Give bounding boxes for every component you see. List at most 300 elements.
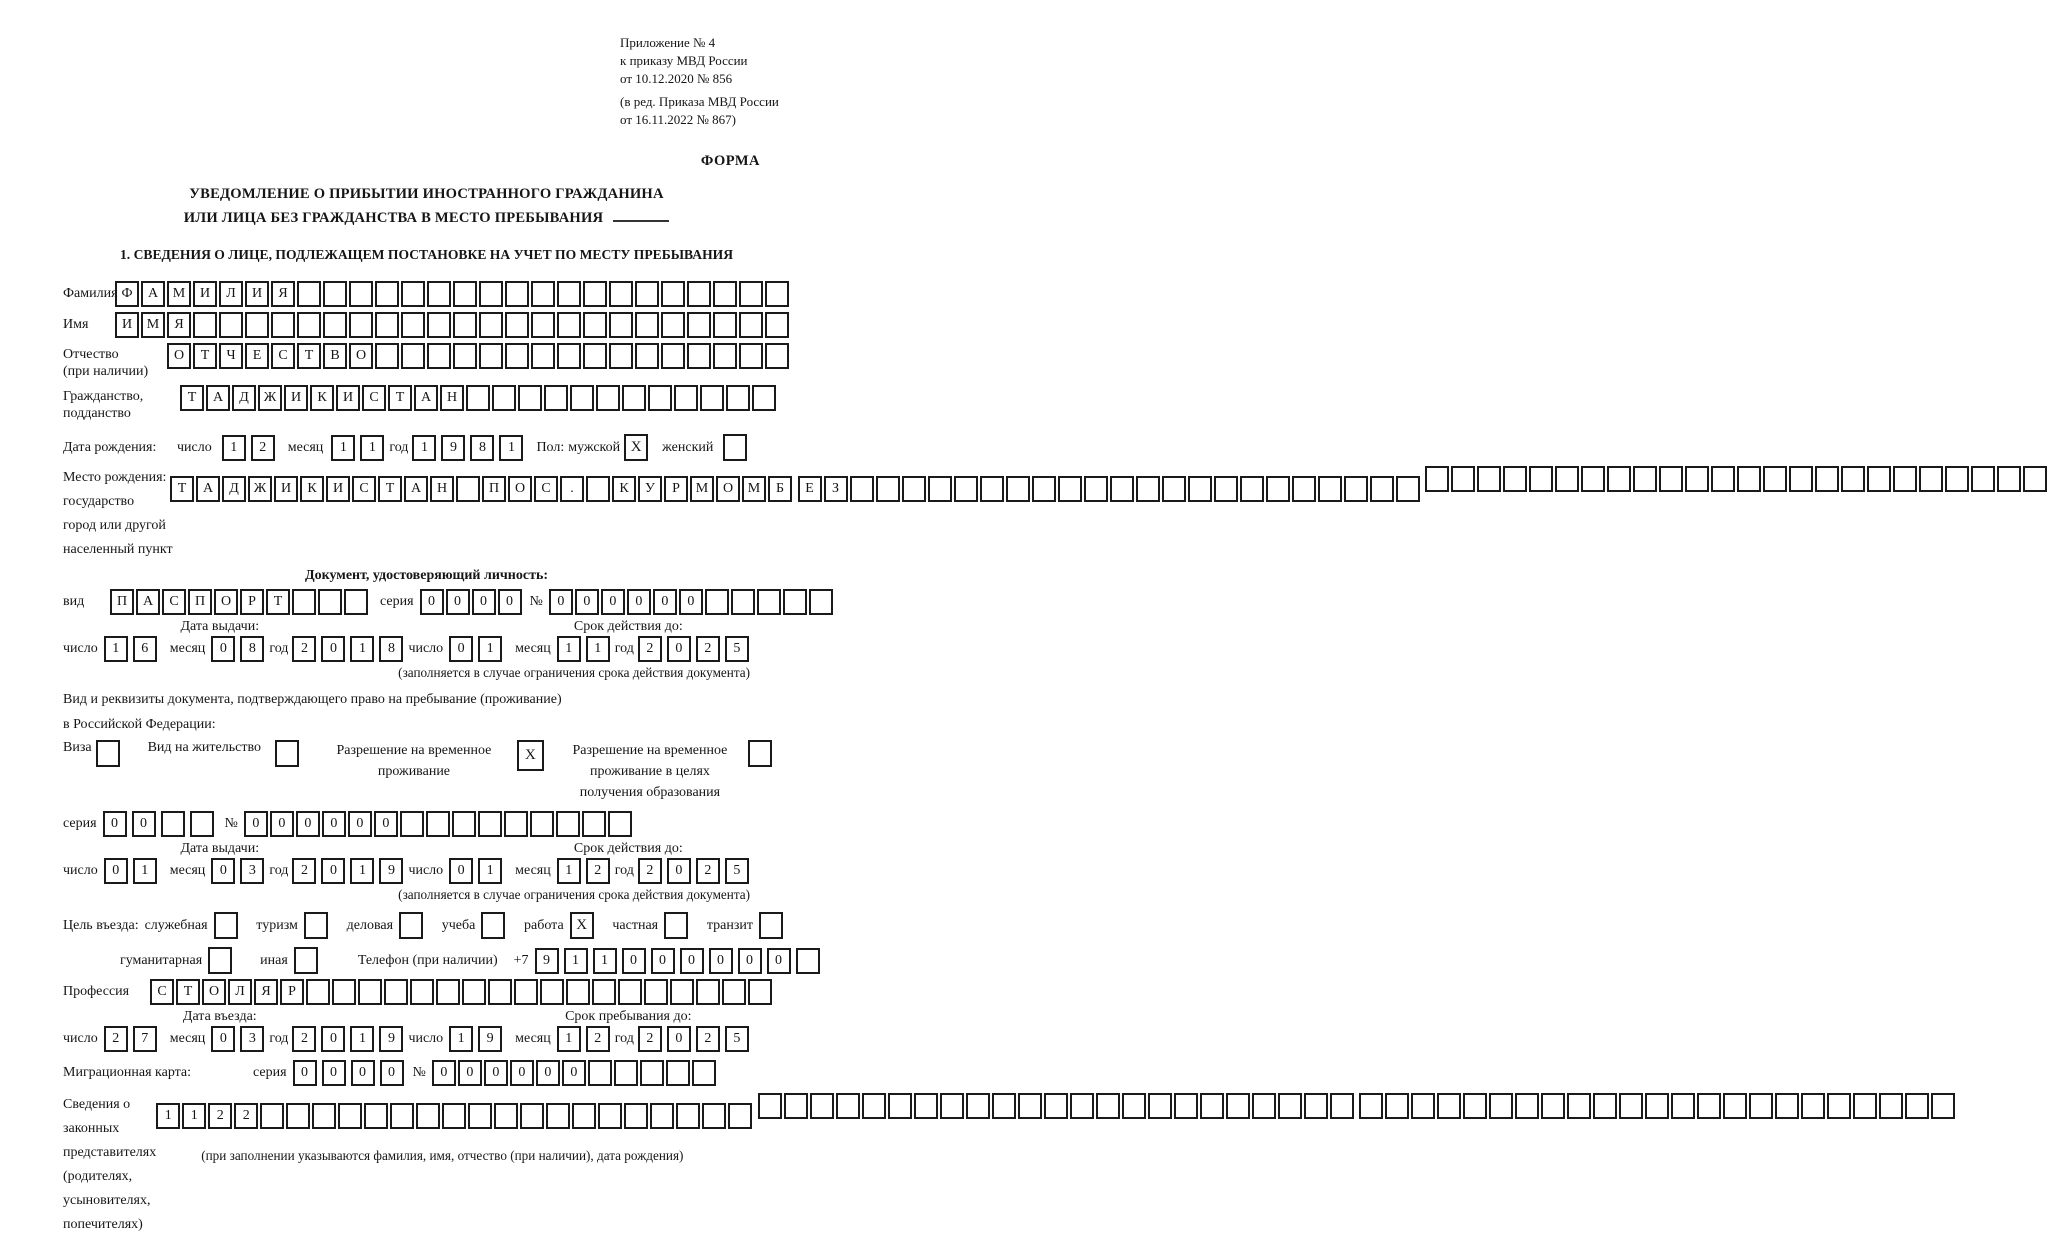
private-checkbox[interactable] <box>664 912 688 939</box>
char-box[interactable]: 0 <box>667 858 691 884</box>
char-box[interactable]: Ж <box>258 385 282 411</box>
char-box[interactable] <box>1971 466 1995 492</box>
char-box[interactable] <box>427 343 451 369</box>
char-box[interactable] <box>401 281 425 307</box>
char-box[interactable] <box>426 811 450 837</box>
char-box[interactable]: 1 <box>499 435 523 461</box>
char-box[interactable]: 0 <box>348 811 372 837</box>
char-box[interactable] <box>810 1093 834 1119</box>
char-box[interactable] <box>1385 1093 1409 1119</box>
char-box[interactable] <box>1411 1093 1435 1119</box>
char-box[interactable]: Р <box>280 979 304 1005</box>
char-box[interactable]: К <box>310 385 334 411</box>
char-box[interactable]: Д <box>232 385 256 411</box>
char-box[interactable]: Я <box>167 312 191 338</box>
char-box[interactable] <box>1593 1093 1617 1119</box>
char-box[interactable]: 0 <box>449 858 473 884</box>
char-box[interactable]: 0 <box>680 948 704 974</box>
char-box[interactable]: 1 <box>478 858 502 884</box>
char-box[interactable]: Я <box>271 281 295 307</box>
char-box[interactable]: 0 <box>679 589 703 615</box>
char-box[interactable]: Ч <box>219 343 243 369</box>
char-box[interactable]: Т <box>266 589 290 615</box>
char-box[interactable] <box>670 979 694 1005</box>
char-box[interactable] <box>583 281 607 307</box>
char-box[interactable]: П <box>188 589 212 615</box>
char-box[interactable]: Л <box>228 979 252 1005</box>
char-box[interactable]: 1 <box>557 1026 581 1052</box>
char-box[interactable]: К <box>300 476 324 502</box>
char-box[interactable] <box>1122 1093 1146 1119</box>
char-box[interactable]: 0 <box>321 1026 345 1052</box>
char-box[interactable]: 0 <box>458 1060 482 1086</box>
char-box[interactable] <box>914 1093 938 1119</box>
official-checkbox[interactable] <box>214 912 238 939</box>
char-box[interactable] <box>349 281 373 307</box>
char-box[interactable] <box>492 385 516 411</box>
char-box[interactable] <box>1931 1093 1955 1119</box>
char-box[interactable] <box>442 1103 466 1129</box>
char-box[interactable] <box>1451 466 1475 492</box>
char-box[interactable] <box>1304 1093 1328 1119</box>
char-box[interactable]: В <box>323 343 347 369</box>
char-box[interactable] <box>453 312 477 338</box>
char-box[interactable]: 9 <box>379 858 403 884</box>
char-box[interactable] <box>390 1103 414 1129</box>
char-box[interactable] <box>586 476 610 502</box>
char-box[interactable] <box>1841 466 1865 492</box>
char-box[interactable] <box>323 312 347 338</box>
char-box[interactable] <box>505 281 529 307</box>
char-box[interactable] <box>992 1093 1016 1119</box>
char-box[interactable] <box>588 1060 612 1086</box>
char-box[interactable]: 3 <box>240 1026 264 1052</box>
char-box[interactable]: 0 <box>601 589 625 615</box>
char-box[interactable]: К <box>612 476 636 502</box>
char-box[interactable]: 0 <box>380 1060 404 1086</box>
char-box[interactable] <box>661 343 685 369</box>
char-box[interactable] <box>648 385 672 411</box>
char-box[interactable] <box>731 589 755 615</box>
char-box[interactable]: А <box>141 281 165 307</box>
char-box[interactable] <box>609 343 633 369</box>
char-box[interactable]: 2 <box>586 1026 610 1052</box>
char-box[interactable] <box>596 385 620 411</box>
char-box[interactable] <box>748 979 772 1005</box>
char-box[interactable]: 0 <box>374 811 398 837</box>
char-box[interactable] <box>702 1103 726 1129</box>
char-box[interactable] <box>286 1103 310 1129</box>
char-box[interactable] <box>358 979 382 1005</box>
char-box[interactable]: 0 <box>296 811 320 837</box>
char-box[interactable]: 0 <box>562 1060 586 1086</box>
char-box[interactable]: 9 <box>441 435 465 461</box>
char-box[interactable] <box>452 811 476 837</box>
char-box[interactable]: 9 <box>535 948 559 974</box>
char-box[interactable] <box>940 1093 964 1119</box>
char-box[interactable] <box>260 1103 284 1129</box>
char-box[interactable]: 5 <box>725 858 749 884</box>
char-box[interactable] <box>557 312 581 338</box>
char-box[interactable]: Т <box>388 385 412 411</box>
char-box[interactable]: 1 <box>350 858 374 884</box>
female-checkbox[interactable] <box>723 434 747 461</box>
char-box[interactable]: 7 <box>133 1026 157 1052</box>
char-box[interactable] <box>1853 1093 1877 1119</box>
char-box[interactable] <box>375 281 399 307</box>
char-box[interactable] <box>245 312 269 338</box>
temp-residence-checkbox[interactable]: X <box>517 740 544 771</box>
char-box[interactable]: 2 <box>208 1103 232 1129</box>
char-box[interactable] <box>193 312 217 338</box>
char-box[interactable] <box>692 1060 716 1086</box>
char-box[interactable]: 2 <box>638 1026 662 1052</box>
char-box[interactable] <box>570 385 594 411</box>
char-box[interactable] <box>765 343 789 369</box>
char-box[interactable]: Р <box>240 589 264 615</box>
char-box[interactable] <box>1723 1093 1747 1119</box>
char-box[interactable] <box>540 979 564 1005</box>
char-box[interactable] <box>1711 466 1735 492</box>
char-box[interactable]: Н <box>430 476 454 502</box>
char-box[interactable]: О <box>202 979 226 1005</box>
char-box[interactable]: 2 <box>586 858 610 884</box>
char-box[interactable]: З <box>824 476 848 502</box>
char-box[interactable]: 0 <box>432 1060 456 1086</box>
char-box[interactable] <box>505 312 529 338</box>
char-box[interactable] <box>739 343 763 369</box>
char-box[interactable]: 1 <box>449 1026 473 1052</box>
char-box[interactable]: О <box>349 343 373 369</box>
char-box[interactable] <box>488 979 512 1005</box>
char-box[interactable] <box>375 343 399 369</box>
char-box[interactable]: А <box>404 476 428 502</box>
char-box[interactable] <box>1619 1093 1643 1119</box>
char-box[interactable] <box>862 1093 886 1119</box>
char-box[interactable] <box>687 281 711 307</box>
char-box[interactable] <box>479 312 503 338</box>
char-box[interactable] <box>796 948 820 974</box>
char-box[interactable] <box>1763 466 1787 492</box>
char-box[interactable] <box>1396 476 1420 502</box>
char-box[interactable] <box>1775 1093 1799 1119</box>
char-box[interactable] <box>531 312 555 338</box>
char-box[interactable] <box>292 589 316 615</box>
char-box[interactable]: 0 <box>627 589 651 615</box>
char-box[interactable] <box>1515 1093 1539 1119</box>
char-box[interactable]: Т <box>180 385 204 411</box>
other-purpose-checkbox[interactable] <box>294 947 318 974</box>
char-box[interactable] <box>1789 466 1813 492</box>
char-box[interactable]: А <box>196 476 220 502</box>
char-box[interactable] <box>809 589 833 615</box>
char-box[interactable] <box>1292 476 1316 502</box>
char-box[interactable] <box>583 312 607 338</box>
char-box[interactable] <box>1188 476 1212 502</box>
visa-checkbox[interactable] <box>96 740 120 767</box>
char-box[interactable] <box>1425 466 1449 492</box>
char-box[interactable]: 0 <box>420 589 444 615</box>
char-box[interactable] <box>609 312 633 338</box>
humanitarian-checkbox[interactable] <box>208 947 232 974</box>
char-box[interactable] <box>462 979 486 1005</box>
char-box[interactable] <box>494 1103 518 1129</box>
char-box[interactable] <box>635 312 659 338</box>
char-box[interactable] <box>456 476 480 502</box>
char-box[interactable] <box>384 979 408 1005</box>
char-box[interactable] <box>436 979 460 1005</box>
char-box[interactable] <box>1567 1093 1591 1119</box>
char-box[interactable] <box>566 979 590 1005</box>
char-box[interactable] <box>1370 476 1394 502</box>
char-box[interactable]: А <box>136 589 160 615</box>
char-box[interactable] <box>400 811 424 837</box>
char-box[interactable]: 0 <box>622 948 646 974</box>
char-box[interactable]: А <box>414 385 438 411</box>
char-box[interactable]: 1 <box>133 858 157 884</box>
char-box[interactable] <box>514 979 538 1005</box>
char-box[interactable]: 0 <box>103 811 127 837</box>
char-box[interactable] <box>705 589 729 615</box>
char-box[interactable]: Е <box>798 476 822 502</box>
char-box[interactable] <box>453 281 477 307</box>
char-box[interactable]: 1 <box>182 1103 206 1129</box>
char-box[interactable]: 2 <box>234 1103 258 1129</box>
char-box[interactable] <box>1555 466 1579 492</box>
char-box[interactable]: 0 <box>498 589 522 615</box>
char-box[interactable] <box>416 1103 440 1129</box>
char-box[interactable]: М <box>690 476 714 502</box>
char-box[interactable] <box>1110 476 1134 502</box>
char-box[interactable] <box>1070 1093 1094 1119</box>
char-box[interactable] <box>401 312 425 338</box>
char-box[interactable] <box>1671 1093 1695 1119</box>
char-box[interactable]: 9 <box>478 1026 502 1052</box>
char-box[interactable] <box>1737 466 1761 492</box>
char-box[interactable]: С <box>162 589 186 615</box>
char-box[interactable]: Ж <box>248 476 272 502</box>
char-box[interactable]: И <box>115 312 139 338</box>
char-box[interactable]: 2 <box>696 858 720 884</box>
char-box[interactable]: 1 <box>350 636 374 662</box>
char-box[interactable] <box>1240 476 1264 502</box>
char-box[interactable] <box>2023 466 2047 492</box>
business-checkbox[interactable] <box>399 912 423 939</box>
char-box[interactable] <box>1893 466 1917 492</box>
char-box[interactable] <box>466 385 490 411</box>
char-box[interactable] <box>624 1103 648 1129</box>
char-box[interactable] <box>1058 476 1082 502</box>
char-box[interactable] <box>1919 466 1943 492</box>
char-box[interactable]: 8 <box>470 435 494 461</box>
char-box[interactable] <box>582 811 606 837</box>
char-box[interactable]: С <box>362 385 386 411</box>
char-box[interactable] <box>1266 476 1290 502</box>
char-box[interactable] <box>713 312 737 338</box>
char-box[interactable] <box>876 476 900 502</box>
char-box[interactable] <box>505 343 529 369</box>
char-box[interactable] <box>306 979 330 1005</box>
char-box[interactable] <box>544 385 568 411</box>
char-box[interactable] <box>572 1103 596 1129</box>
char-box[interactable] <box>592 979 616 1005</box>
temp-residence-edu-checkbox[interactable] <box>748 740 772 767</box>
char-box[interactable] <box>349 312 373 338</box>
char-box[interactable] <box>1997 466 2021 492</box>
char-box[interactable] <box>557 343 581 369</box>
transit-checkbox[interactable] <box>759 912 783 939</box>
char-box[interactable]: М <box>141 312 165 338</box>
char-box[interactable]: 0 <box>738 948 762 974</box>
char-box[interactable]: Т <box>176 979 200 1005</box>
char-box[interactable] <box>928 476 952 502</box>
char-box[interactable]: Н <box>440 385 464 411</box>
char-box[interactable] <box>726 385 750 411</box>
char-box[interactable] <box>531 281 555 307</box>
char-box[interactable] <box>1645 1093 1669 1119</box>
char-box[interactable]: С <box>271 343 295 369</box>
char-box[interactable] <box>530 811 554 837</box>
char-box[interactable] <box>661 312 685 338</box>
char-box[interactable] <box>1749 1093 1773 1119</box>
char-box[interactable]: 1 <box>222 435 246 461</box>
char-box[interactable] <box>338 1103 362 1129</box>
char-box[interactable] <box>661 281 685 307</box>
char-box[interactable]: 0 <box>132 811 156 837</box>
char-box[interactable] <box>1200 1093 1224 1119</box>
char-box[interactable]: 0 <box>651 948 675 974</box>
char-box[interactable] <box>1018 1093 1042 1119</box>
char-box[interactable] <box>1148 1093 1172 1119</box>
char-box[interactable]: 6 <box>133 636 157 662</box>
char-box[interactable]: 2 <box>638 636 662 662</box>
char-box[interactable] <box>1945 466 1969 492</box>
char-box[interactable]: 0 <box>322 811 346 837</box>
char-box[interactable] <box>696 979 720 1005</box>
char-box[interactable] <box>1541 1093 1565 1119</box>
char-box[interactable] <box>850 476 874 502</box>
char-box[interactable] <box>674 385 698 411</box>
char-box[interactable] <box>836 1093 860 1119</box>
char-box[interactable]: 8 <box>240 636 264 662</box>
char-box[interactable]: 0 <box>653 589 677 615</box>
char-box[interactable] <box>758 1093 782 1119</box>
char-box[interactable] <box>687 343 711 369</box>
char-box[interactable] <box>332 979 356 1005</box>
char-box[interactable] <box>1477 466 1501 492</box>
char-box[interactable] <box>1905 1093 1929 1119</box>
char-box[interactable]: 0 <box>484 1060 508 1086</box>
char-box[interactable]: Б <box>768 476 792 502</box>
char-box[interactable] <box>888 1093 912 1119</box>
char-box[interactable]: И <box>193 281 217 307</box>
char-box[interactable]: 0 <box>667 1026 691 1052</box>
char-box[interactable]: 0 <box>211 636 235 662</box>
char-box[interactable]: 1 <box>412 435 436 461</box>
char-box[interactable]: 0 <box>321 636 345 662</box>
char-box[interactable] <box>531 343 555 369</box>
char-box[interactable]: 0 <box>322 1060 346 1086</box>
char-box[interactable] <box>410 979 434 1005</box>
char-box[interactable]: С <box>150 979 174 1005</box>
char-box[interactable] <box>1633 466 1657 492</box>
char-box[interactable]: И <box>274 476 298 502</box>
char-box[interactable] <box>271 312 295 338</box>
char-box[interactable]: 1 <box>557 858 581 884</box>
char-box[interactable] <box>1867 466 1891 492</box>
char-box[interactable]: 5 <box>725 636 749 662</box>
char-box[interactable] <box>1581 466 1605 492</box>
male-checkbox[interactable]: X <box>624 434 648 461</box>
char-box[interactable]: 0 <box>351 1060 375 1086</box>
char-box[interactable] <box>219 312 243 338</box>
char-box[interactable] <box>635 343 659 369</box>
char-box[interactable] <box>504 811 528 837</box>
char-box[interactable] <box>1032 476 1056 502</box>
char-box[interactable] <box>1330 1093 1354 1119</box>
char-box[interactable]: У <box>638 476 662 502</box>
char-box[interactable]: 0 <box>536 1060 560 1086</box>
char-box[interactable] <box>1318 476 1342 502</box>
char-box[interactable] <box>323 281 347 307</box>
char-box[interactable] <box>318 589 342 615</box>
char-box[interactable] <box>757 589 781 615</box>
char-box[interactable]: 0 <box>767 948 791 974</box>
char-box[interactable]: 1 <box>478 636 502 662</box>
char-box[interactable]: Т <box>297 343 321 369</box>
char-box[interactable]: О <box>508 476 532 502</box>
char-box[interactable]: 0 <box>446 589 470 615</box>
char-box[interactable] <box>364 1103 388 1129</box>
char-box[interactable]: 0 <box>709 948 733 974</box>
char-box[interactable] <box>635 281 659 307</box>
char-box[interactable] <box>161 811 185 837</box>
char-box[interactable] <box>765 312 789 338</box>
char-box[interactable] <box>1801 1093 1825 1119</box>
char-box[interactable] <box>297 312 321 338</box>
char-box[interactable]: Т <box>170 476 194 502</box>
char-box[interactable] <box>1489 1093 1513 1119</box>
char-box[interactable] <box>453 343 477 369</box>
char-box[interactable]: 2 <box>696 636 720 662</box>
char-box[interactable] <box>1278 1093 1302 1119</box>
char-box[interactable]: 0 <box>510 1060 534 1086</box>
char-box[interactable] <box>722 979 746 1005</box>
char-box[interactable]: 1 <box>360 435 384 461</box>
char-box[interactable] <box>1503 466 1527 492</box>
char-box[interactable]: Т <box>193 343 217 369</box>
char-box[interactable] <box>1463 1093 1487 1119</box>
char-box[interactable] <box>687 312 711 338</box>
char-box[interactable] <box>739 312 763 338</box>
char-box[interactable] <box>344 589 368 615</box>
char-box[interactable] <box>1084 476 1108 502</box>
char-box[interactable]: 2 <box>292 858 316 884</box>
char-box[interactable]: 0 <box>211 858 235 884</box>
char-box[interactable] <box>784 1093 808 1119</box>
char-box[interactable] <box>1685 466 1709 492</box>
char-box[interactable] <box>1815 466 1839 492</box>
char-box[interactable]: 0 <box>321 858 345 884</box>
char-box[interactable] <box>980 476 1004 502</box>
char-box[interactable] <box>1096 1093 1120 1119</box>
char-box[interactable] <box>1659 466 1683 492</box>
char-box[interactable]: 0 <box>449 636 473 662</box>
char-box[interactable] <box>1214 476 1238 502</box>
char-box[interactable]: И <box>336 385 360 411</box>
char-box[interactable]: 0 <box>104 858 128 884</box>
char-box[interactable] <box>546 1103 570 1129</box>
